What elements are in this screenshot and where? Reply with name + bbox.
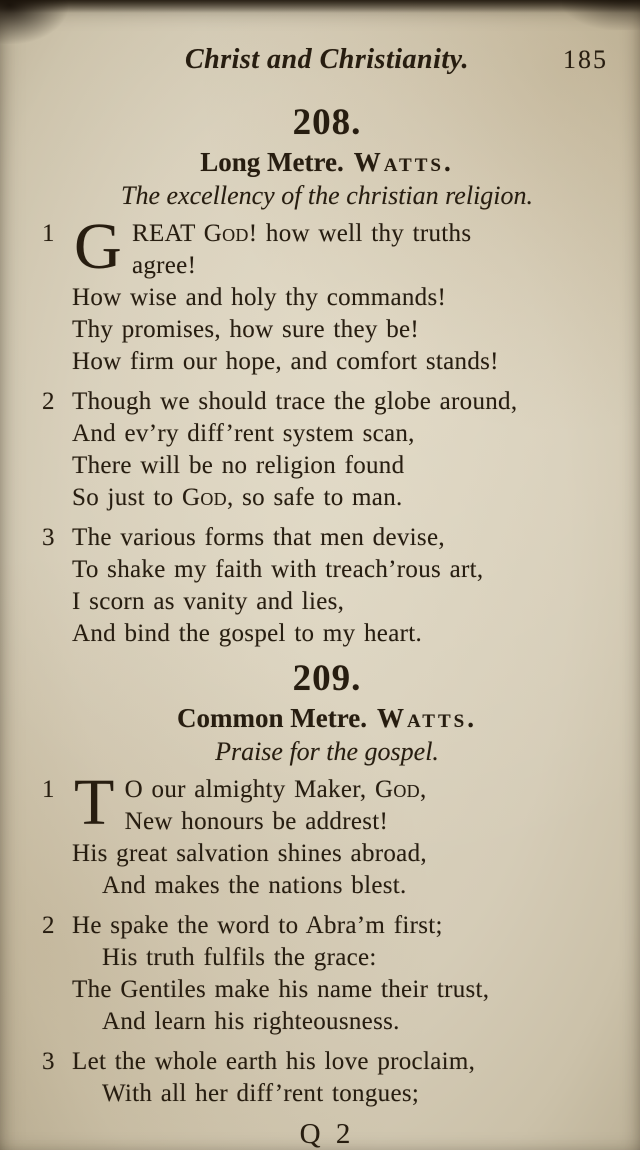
hymn-list <box>42 94 612 1118</box>
verse-number: 2 <box>42 388 55 416</box>
verse-body <box>72 910 612 1038</box>
hymn-number: 208. <box>292 102 362 143</box>
verse-line: To shake my faith with treach’rous art, <box>72 556 484 584</box>
smallcaps-text: God <box>203 220 249 248</box>
scan-corner-blot-right <box>562 0 640 30</box>
verse-line: The Gentiles make his name their trust, <box>72 976 490 1004</box>
verse-line: How firm our hope, and comfort stands! <box>72 348 499 376</box>
drop-cap: T <box>74 766 115 840</box>
scan-edge-top <box>0 0 640 13</box>
verse-line: Thy promises, how sure they be! <box>72 316 420 344</box>
verse-number: 1 <box>42 220 55 248</box>
signature-mark: Q 2 <box>299 1118 355 1150</box>
verse-line: So just to God, so safe to man. <box>72 484 403 512</box>
scan-corner-blot-left <box>0 0 68 44</box>
verse <box>42 522 612 650</box>
hymn-subtitle: The excellency of the christian religion. <box>120 181 534 211</box>
verse-line: agree! <box>131 252 197 280</box>
verse-number: 3 <box>42 1048 55 1076</box>
verse-line: And bind the gospel to my heart. <box>72 620 423 648</box>
verse-line: He spake the word to Abra’m first; <box>72 912 443 940</box>
hymn-subtitle: Praise for the gospel. <box>215 737 439 767</box>
verse-line: There will be no religion found <box>72 452 405 480</box>
hymn-metre-line <box>42 147 612 177</box>
verse-line: How wise and holy thy commands! <box>72 284 447 312</box>
hymn-metre: Common Metre. <box>177 703 367 734</box>
hymn-number: 209. <box>292 658 362 700</box>
hymn-metre-line <box>42 703 612 733</box>
verse <box>42 1046 612 1110</box>
hymn-author: Watts. <box>353 146 454 177</box>
verse-number: 1 <box>42 776 55 804</box>
verse-line: His truth fulfils the grace: <box>102 944 377 972</box>
verse-line: I scorn as vanity and lies, <box>72 588 345 616</box>
verse-line: The various forms that men devise, <box>72 524 445 552</box>
verse-line: Though we should trace the globe around, <box>72 388 518 416</box>
verse-body <box>72 386 612 514</box>
hymn-section <box>42 104 612 650</box>
running-header-title: Christ and Christianity. <box>184 44 470 75</box>
verse-body <box>72 522 612 650</box>
verse-line: New honours be addrest! <box>124 808 389 836</box>
verse <box>42 210 612 378</box>
verse-line: And ev’ry diff’rent system scan, <box>72 420 415 448</box>
verse-line: His great salvation shines abroad, <box>72 840 427 868</box>
verse-line: Let the whole earth his love proclaim, <box>72 1048 476 1076</box>
verse <box>42 910 612 1038</box>
smallcaps-text: God <box>374 776 420 804</box>
verse-number: 3 <box>42 524 55 552</box>
verse-line: And makes the nations blest. <box>102 872 407 900</box>
page-number: 185 <box>563 45 608 74</box>
verse <box>42 386 612 514</box>
hymn-metre: Long Metre. <box>200 146 344 177</box>
hymn-section <box>42 660 612 1110</box>
verse-line: O our almighty Maker, God, <box>124 776 427 804</box>
running-header <box>42 44 612 76</box>
drop-cap: G <box>74 210 122 284</box>
hymn-author: Watts. <box>376 703 477 734</box>
verse-body <box>72 210 612 378</box>
verse-number: 2 <box>42 912 55 940</box>
verse-line: REAT God! how well thy truths <box>131 220 472 248</box>
verse-body <box>72 766 612 902</box>
verse-body <box>72 1046 612 1110</box>
verse <box>42 766 612 902</box>
verse-line: With all her diff’rent tongues; <box>102 1080 420 1108</box>
verse-line: And learn his righteousness. <box>102 1008 400 1036</box>
smallcaps-text: God <box>182 484 227 512</box>
